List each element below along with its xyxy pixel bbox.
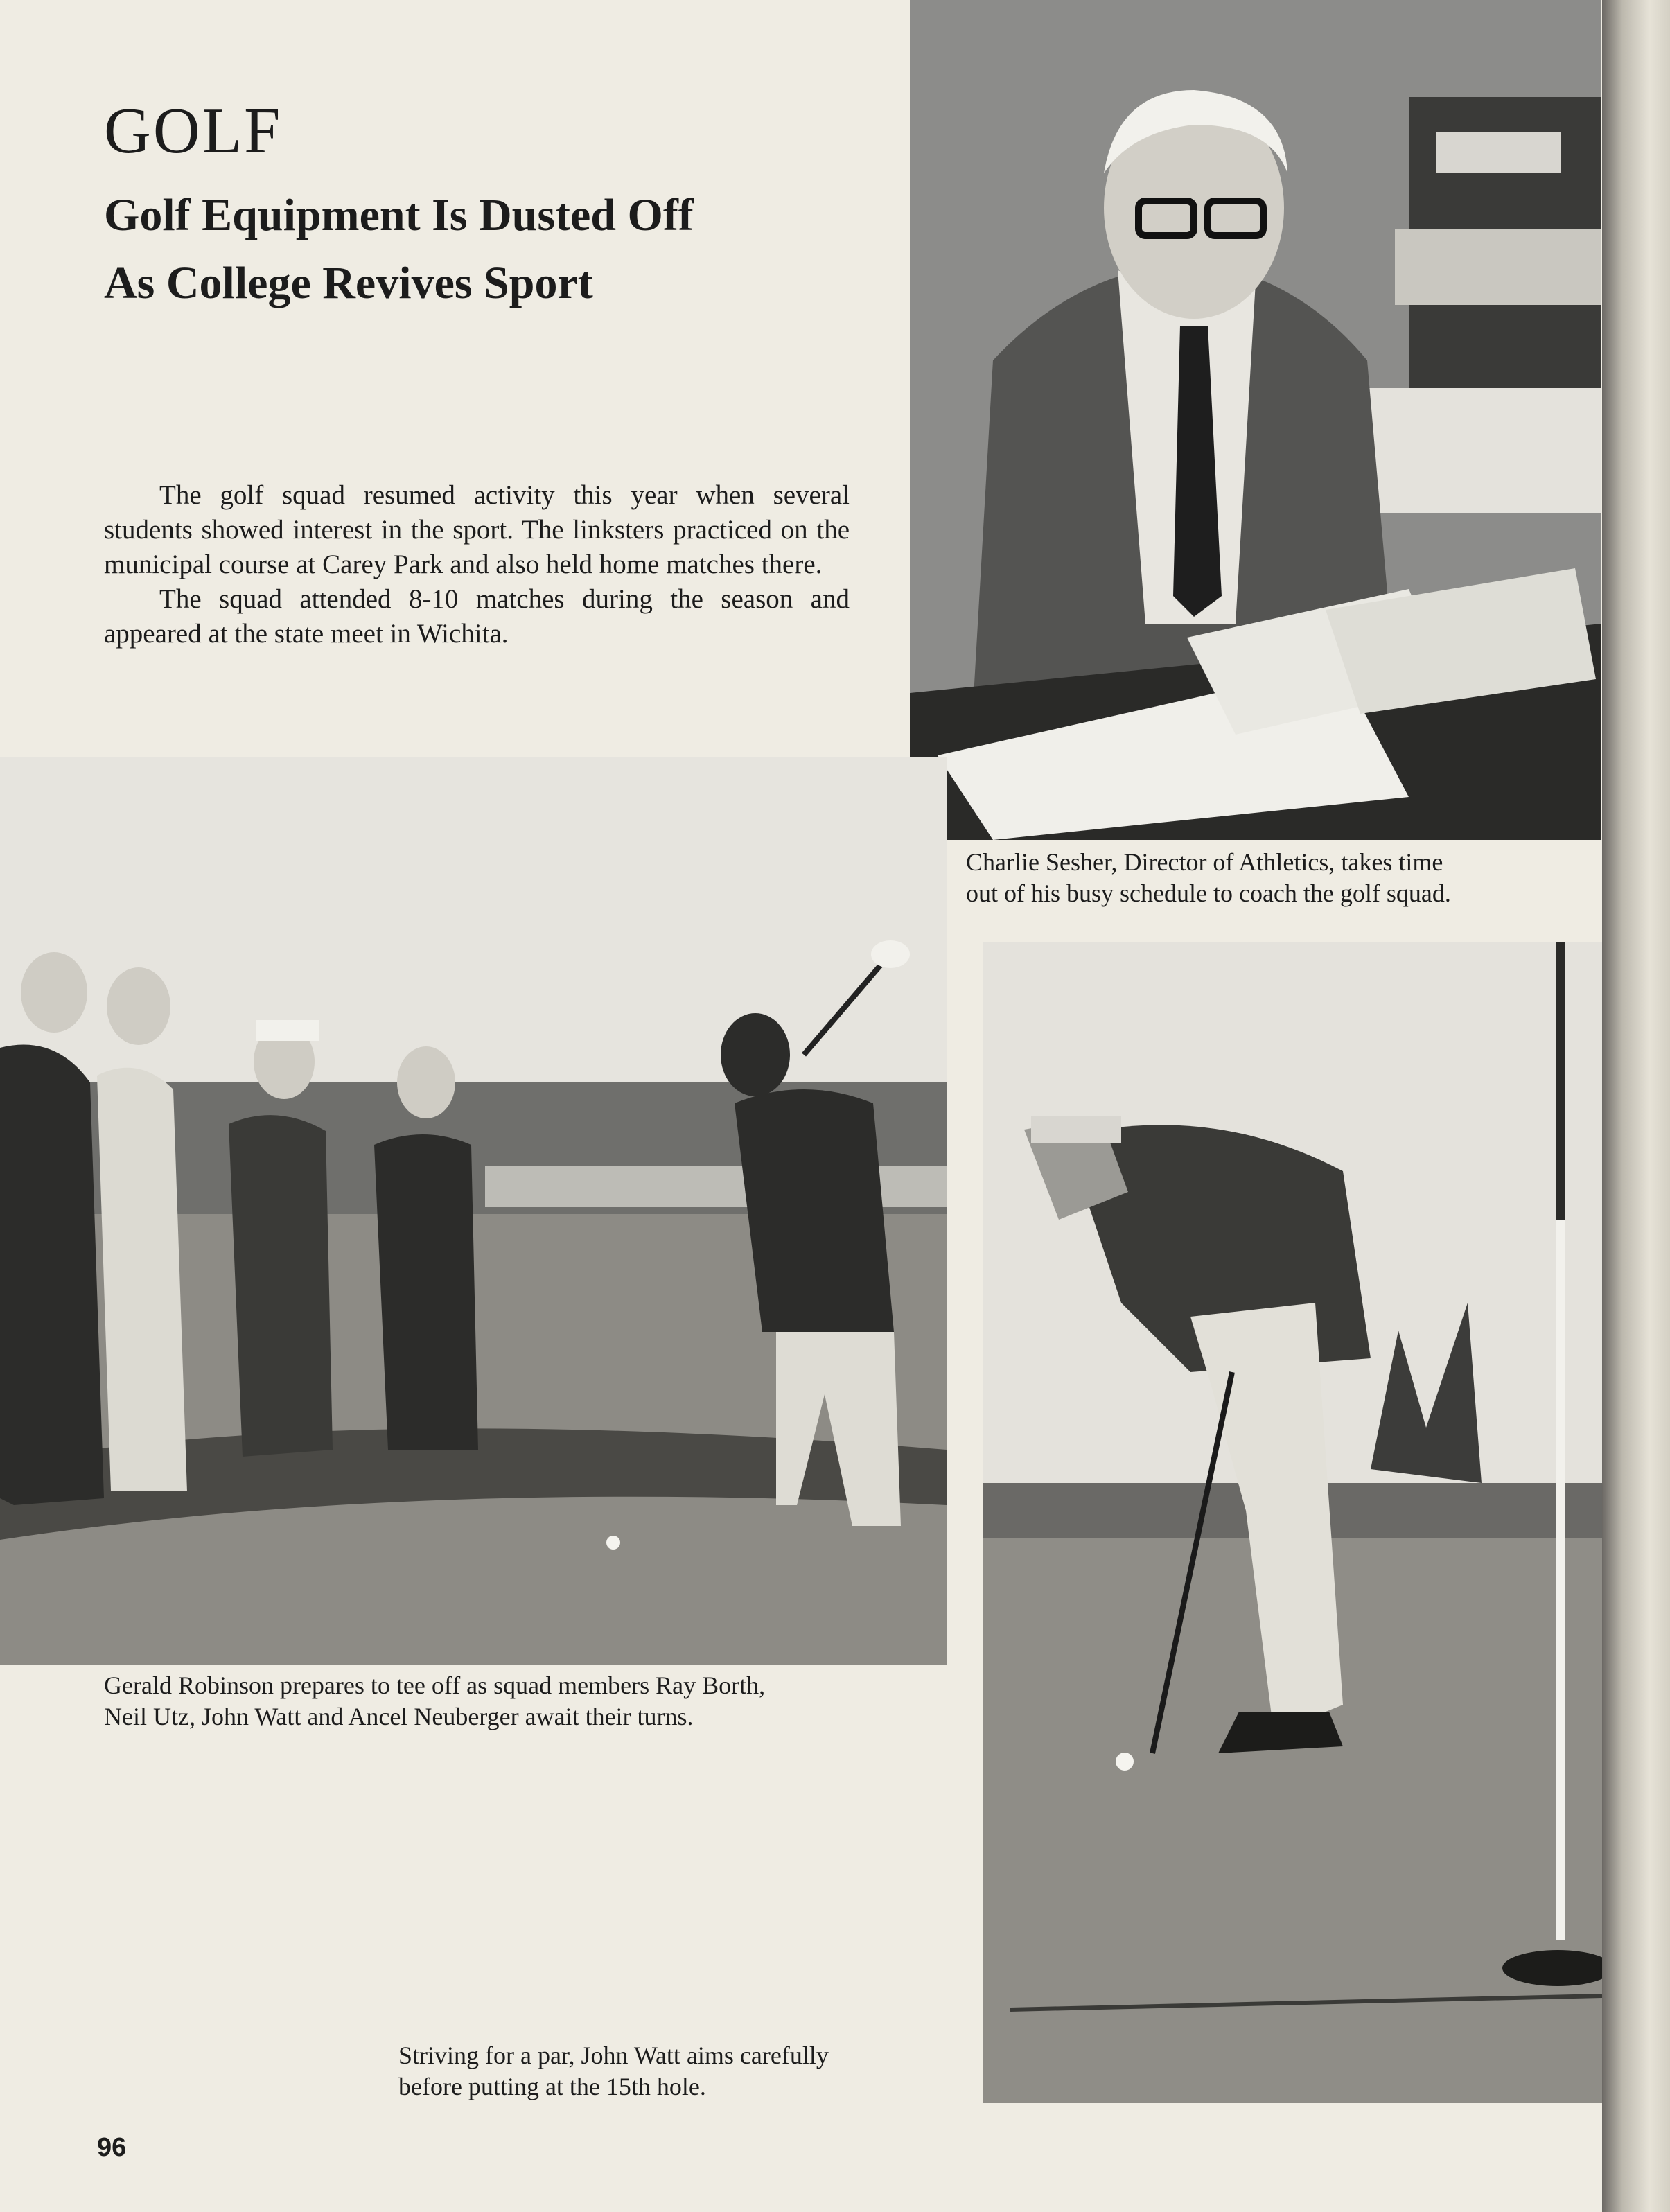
caption-line: Striving for a par, John Watt aims carefully <box>398 2042 829 2069</box>
caption-line: out of his busy schedule to coach the golf squad. <box>966 879 1451 907</box>
caption-line: before putting at the 15th hole. <box>398 2073 706 2100</box>
caption-line: Gerald Robinson prepares to tee off as squad members Ray Borth, <box>104 1671 766 1699</box>
coach-caption <box>966 847 1451 909</box>
tee-off-photo <box>0 757 947 1665</box>
caption-line: Neil Utz, John Watt and Ancel Neuberger await their turns. <box>104 1703 694 1730</box>
page-subtitle <box>104 182 694 317</box>
putt-photo <box>983 942 1602 2103</box>
page-title: GOLF <box>104 95 283 167</box>
article-paragraph: The squad attended 8-10 matches during the season and appeared at the state meet in Wichita. <box>104 584 850 649</box>
tee-off-caption <box>104 1670 765 1732</box>
article-paragraph: The golf squad resumed activity this year when several students showed interest in the sport. The linksters practiced on the municipal course at Carey Park and also held home matches there. <box>104 480 850 579</box>
caption-line: Charlie Sesher, Director of Athletics, takes time <box>966 848 1443 876</box>
article-body <box>104 478 850 651</box>
subtitle-line: Golf Equipment Is Dusted Off <box>104 190 694 240</box>
coach-photo <box>910 0 1601 840</box>
subtitle-line: As College Revives Sport <box>104 258 593 308</box>
page-number: 96 <box>97 2133 127 2162</box>
putt-caption <box>398 2040 829 2103</box>
book-binding-edge <box>1602 0 1670 2212</box>
